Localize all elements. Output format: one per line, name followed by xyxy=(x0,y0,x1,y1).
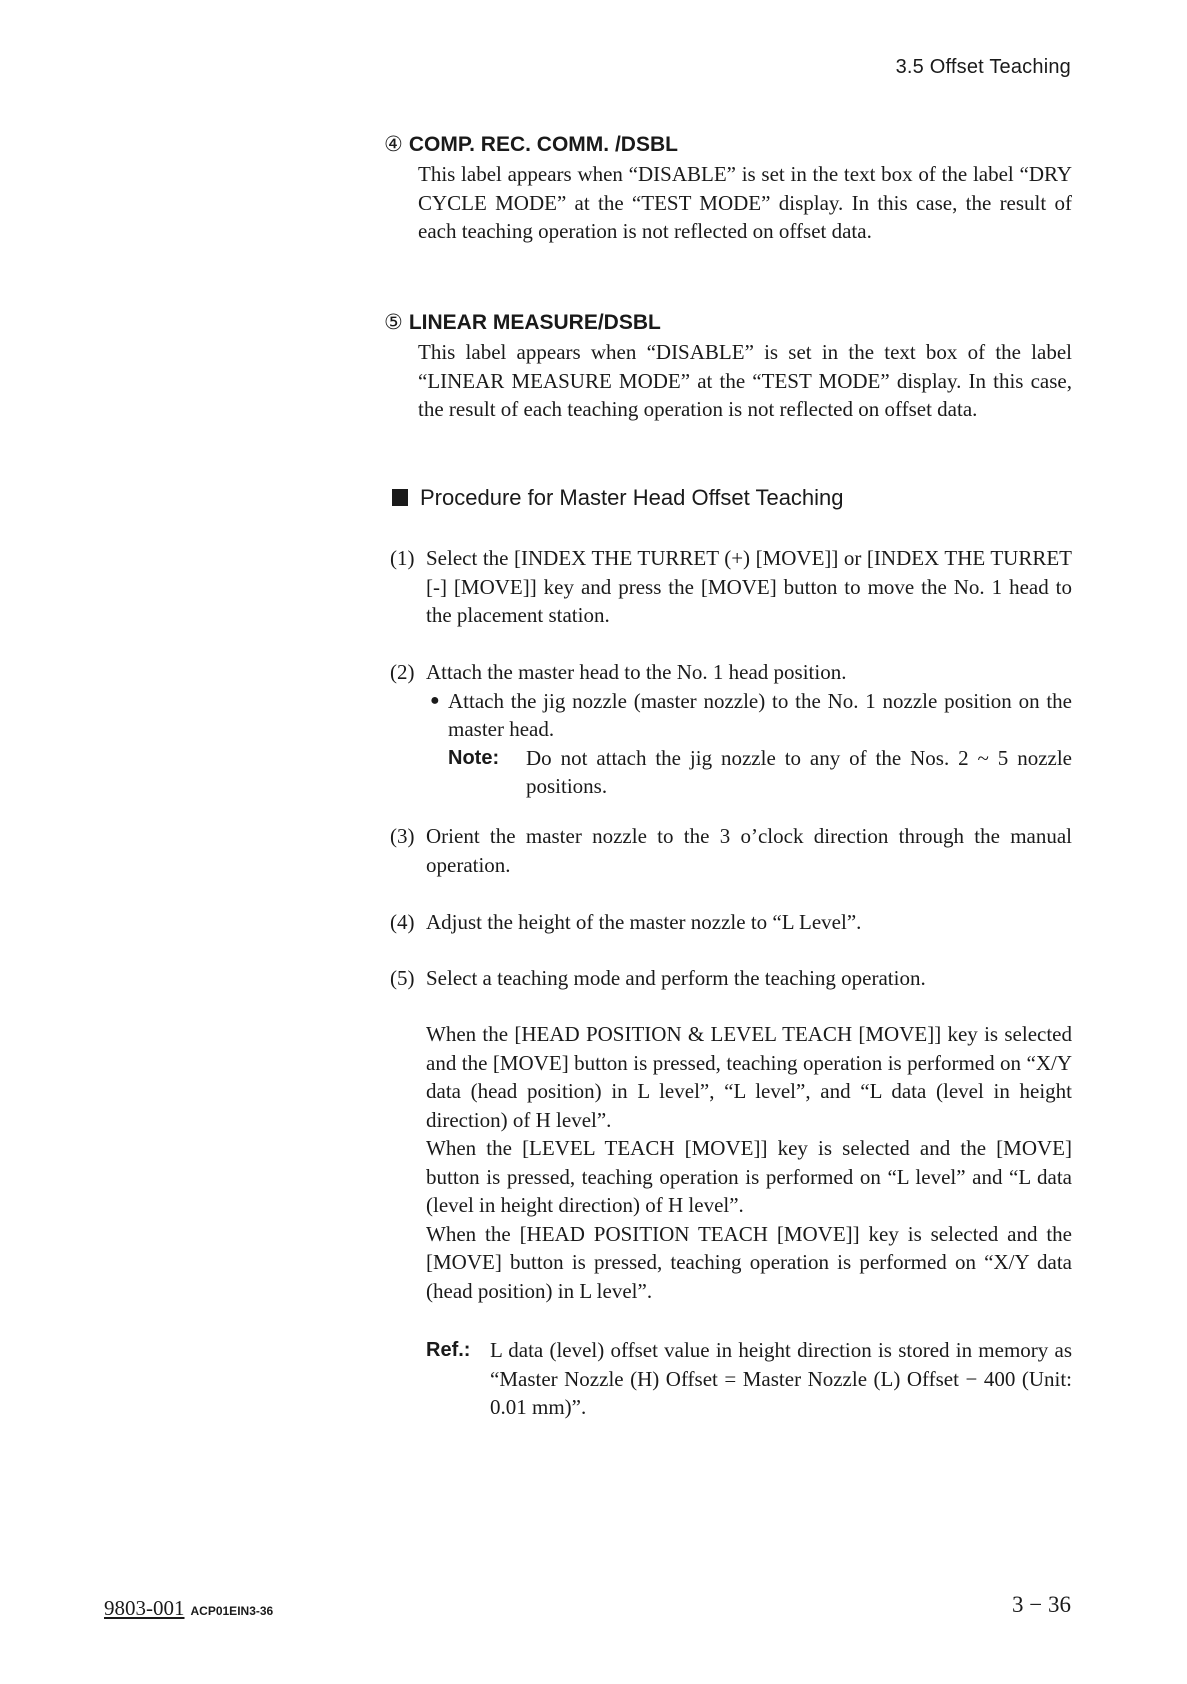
item-heading xyxy=(384,310,1072,336)
paragraph: When the [LEVEL TEACH [MOVE]] key is selected and the [MOVE] button is pressed, teaching operation is performed on “L level” and “L data (level in height direction) of H level”. xyxy=(426,1136,1072,1217)
item-title: COMP. REC. COMM. /DSBL xyxy=(408,133,678,156)
item-title: LINEAR MEASURE/DSBL xyxy=(408,311,661,334)
item-number: ④ xyxy=(384,133,403,156)
footer-doc-code xyxy=(104,1596,273,1621)
running-header: 3.5 Offset Teaching xyxy=(895,56,1071,78)
doc-code: 9803-001 xyxy=(104,1596,185,1620)
step-text: Select a teaching mode and perform the teaching operation. xyxy=(426,966,926,990)
ref-text: L data (level) offset value in height direction is stored in memory as “Master Nozzle (H) Offset = Master Nozzle (L) Offset − 400 (Unit: 0.01 mm)”. xyxy=(490,1338,1072,1419)
procedure-step-5 xyxy=(390,964,1072,993)
step-label: (1) xyxy=(390,546,415,570)
teaching-mode-explanation xyxy=(426,1020,1072,1305)
step-label: (5) xyxy=(390,966,415,990)
reference-note xyxy=(426,1336,1072,1422)
step-text: Orient the master nozzle to the 3 o’clock direction through the manual operation. xyxy=(426,824,1072,877)
bullet-dot-icon: ● xyxy=(430,691,440,709)
paragraph: When the [HEAD POSITION TEACH [MOVE]] key is selected and the [MOVE] button is pressed, teaching operation is performed on “X/Y data (head position) in L level”. xyxy=(426,1221,1072,1303)
note xyxy=(448,744,1072,801)
step-text: Attach the master head to the No. 1 head position. xyxy=(426,660,847,684)
procedure-heading xyxy=(392,484,844,512)
procedure-step-2 xyxy=(390,658,1072,801)
step-label: (2) xyxy=(390,660,415,684)
doc-id: ACP01EIN3-36 xyxy=(190,1604,274,1618)
step-2-details xyxy=(426,687,1072,801)
item-number: ⑤ xyxy=(384,311,403,334)
page-number: 3 − 36 xyxy=(1012,1592,1071,1617)
procedure-step-1 xyxy=(390,544,1072,630)
item-linear-measure xyxy=(384,310,1072,424)
ref-label: Ref.: xyxy=(426,1339,471,1361)
step-label: (3) xyxy=(390,824,415,848)
item-comp-rec-comm xyxy=(384,132,1072,246)
step-text: Adjust the height of the master nozzle to “L Level”. xyxy=(426,910,862,934)
procedure-step-4 xyxy=(390,908,1072,937)
procedure-title: Procedure for Master Head Offset Teaching xyxy=(420,485,844,510)
step-label: (4) xyxy=(390,910,415,934)
bullet-item xyxy=(426,687,1072,744)
item-body: This label appears when “DISABLE” is set in the text box of the label “LINEAR MEASURE MODE” at the “TEST MODE” display. In this case, the result of each teaching operation is not reflected on offset data. xyxy=(418,340,1072,421)
note-label: Note: xyxy=(448,746,500,769)
procedure-step-3 xyxy=(390,822,1072,879)
note-text: Do not attach the jig nozzle to any of the Nos. 2 ~ 5 nozzle positions. xyxy=(526,745,1072,798)
item-body: This label appears when “DISABLE” is set in the text box of the label “DRY CYCLE MODE” at the “TEST MODE” display. In this case, the result of each teaching operation is not reflected on offset data. xyxy=(418,162,1072,243)
square-bullet-icon xyxy=(392,489,408,506)
item-heading xyxy=(384,132,1072,158)
bullet-text: Attach the jig nozzle (master nozzle) to the No. 1 nozzle position on the master head. xyxy=(448,688,1072,741)
step-text: Select the [INDEX THE TURRET (+) [MOVE]] or [INDEX THE TURRET [-] [MOVE]] key and press the [MOVE] button to move the No. 1 head to the placement station. xyxy=(426,546,1072,627)
paragraph: When the [HEAD POSITION & LEVEL TEACH [MOVE]] key is selected and the [MOVE] button is pressed, teaching operation is performed on “X/Y data (head position) in L level”, “L level”, and “L data (level in height direction) of H level”. xyxy=(426,1022,1072,1132)
